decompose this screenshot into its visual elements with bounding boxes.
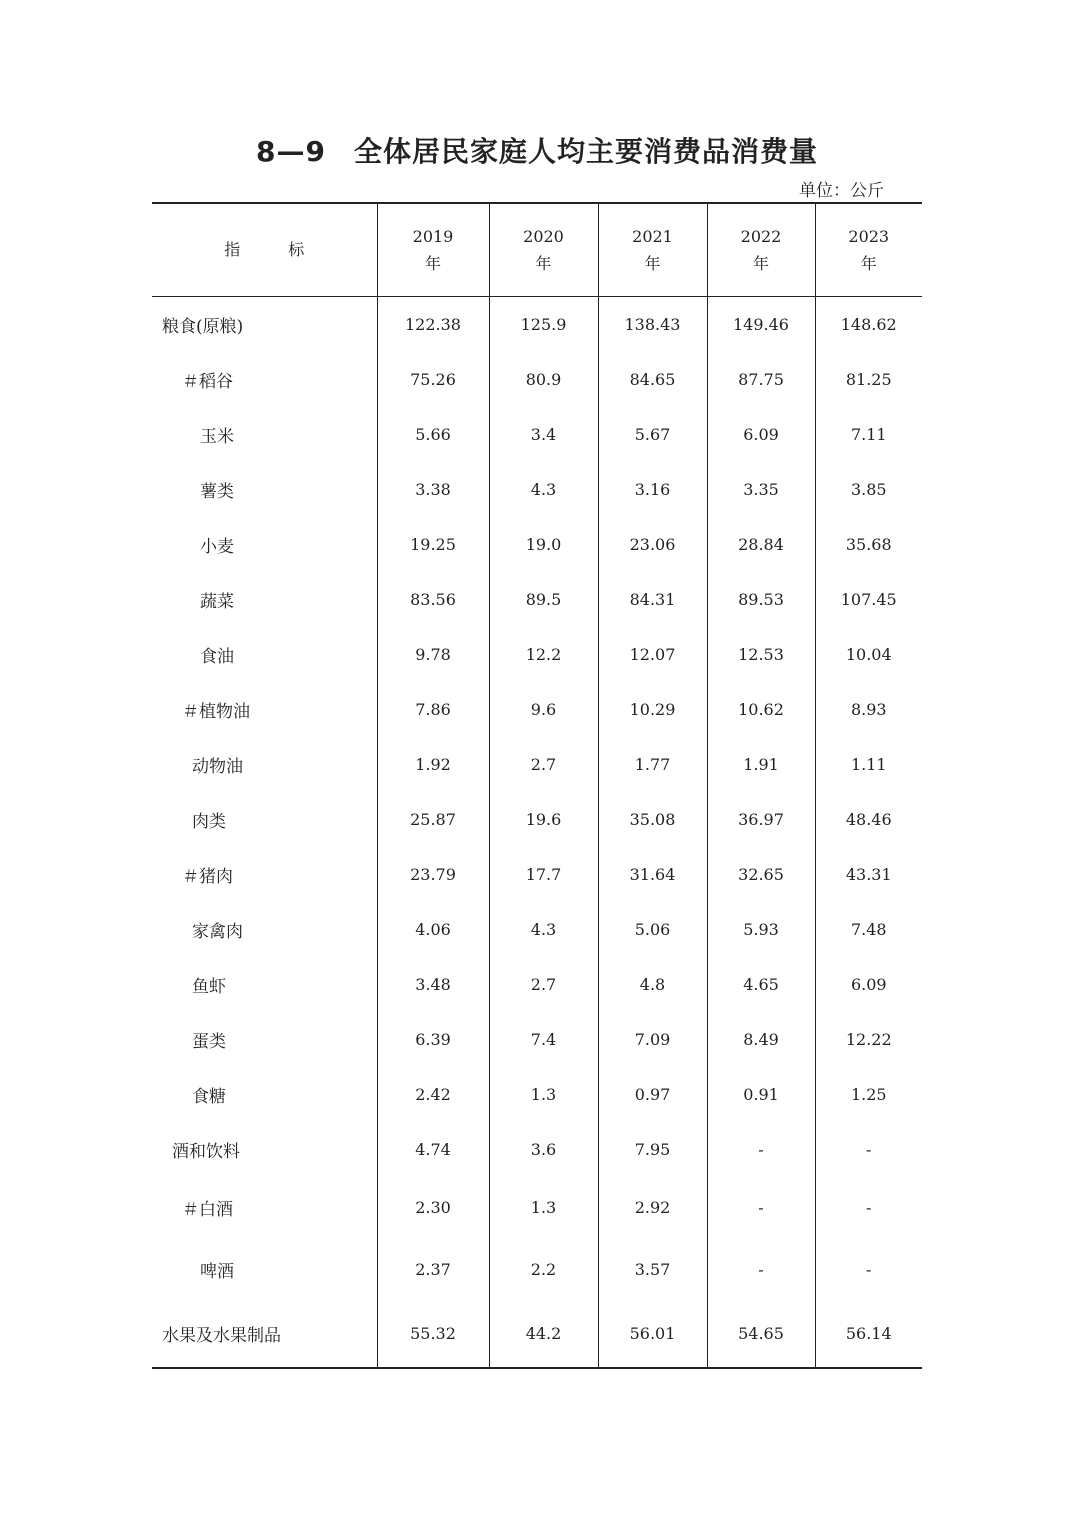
table-cell: 84.65 <box>598 352 707 407</box>
table-cell: 56.14 <box>815 1301 922 1368</box>
row-label: 酒和饮料 <box>172 1141 240 1162</box>
table-cell: 3.57 <box>598 1239 707 1301</box>
table-row <box>152 682 922 737</box>
table-cell: 23.79 <box>377 847 489 902</box>
table-row <box>152 847 922 902</box>
table-cell: 54.65 <box>707 1301 815 1368</box>
table-cell: 12.07 <box>598 627 707 682</box>
table-cell: 7.11 <box>815 407 922 462</box>
table-cell: 5.93 <box>707 902 815 957</box>
table-cell: 4.8 <box>598 957 707 1012</box>
table-cell: 4.3 <box>489 462 598 517</box>
table-cell: 8.93 <box>815 682 922 737</box>
table-cell: 4.74 <box>377 1122 489 1177</box>
table-cell: 10.62 <box>707 682 815 737</box>
table-cell: 7.95 <box>598 1122 707 1177</box>
header-year-2022: 2022 年 <box>707 203 815 296</box>
row-label: 粮食(原粮) <box>162 316 244 337</box>
table-row <box>152 792 922 847</box>
row-label: ＃植物油 <box>182 701 250 722</box>
table-cell: 44.2 <box>489 1301 598 1368</box>
table-cell: 56.01 <box>598 1301 707 1368</box>
table-cell: 6.09 <box>815 957 922 1012</box>
table-row <box>152 296 922 352</box>
table-cell: 48.46 <box>815 792 922 847</box>
table-cell: 3.35 <box>707 462 815 517</box>
table-cell: 84.31 <box>598 572 707 627</box>
table-cell: 1.3 <box>489 1177 598 1239</box>
header-year-2023: 2023 年 <box>815 203 922 296</box>
page-title <box>0 130 1074 170</box>
row-label: 玉米 <box>200 426 234 447</box>
table-cell: 3.48 <box>377 957 489 1012</box>
row-label: 蔬菜 <box>200 591 234 612</box>
table-cell: 75.26 <box>377 352 489 407</box>
table-cell: 36.97 <box>707 792 815 847</box>
table-cell: 6.39 <box>377 1012 489 1067</box>
table-cell: - <box>815 1122 922 1177</box>
table-cell: 89.5 <box>489 572 598 627</box>
row-label: 动物油 <box>192 756 243 777</box>
table-cell: 5.67 <box>598 407 707 462</box>
table-row <box>152 1067 922 1122</box>
table-cell: 2.92 <box>598 1177 707 1239</box>
table-cell: 55.32 <box>377 1301 489 1368</box>
table-cell: 7.86 <box>377 682 489 737</box>
table-cell: 7.09 <box>598 1012 707 1067</box>
table-cell: 32.65 <box>707 847 815 902</box>
table-cell: 81.25 <box>815 352 922 407</box>
table-cell: 4.06 <box>377 902 489 957</box>
table-cell: 0.91 <box>707 1067 815 1122</box>
table-cell: 2.37 <box>377 1239 489 1301</box>
table-cell: 19.6 <box>489 792 598 847</box>
table-cell: 35.08 <box>598 792 707 847</box>
table-cell: 1.91 <box>707 737 815 792</box>
table-cell: 0.97 <box>598 1067 707 1122</box>
table-row <box>152 737 922 792</box>
table-row <box>152 957 922 1012</box>
row-label: 薯类 <box>200 481 234 502</box>
table-cell: 12.53 <box>707 627 815 682</box>
unit-label: 单位：公斤 <box>799 181 884 201</box>
row-label: ＃猪肉 <box>182 866 233 887</box>
row-label: 小麦 <box>200 536 234 557</box>
table-cell: 10.04 <box>815 627 922 682</box>
table-cell: 1.25 <box>815 1067 922 1122</box>
table-cell: 5.66 <box>377 407 489 462</box>
table-cell: 3.6 <box>489 1122 598 1177</box>
header-year-2019: 2019 年 <box>377 203 489 296</box>
table-row <box>152 462 922 517</box>
table-row <box>152 1177 922 1239</box>
table-cell: 17.7 <box>489 847 598 902</box>
table-cell: 2.7 <box>489 957 598 1012</box>
table-cell: 12.22 <box>815 1012 922 1067</box>
table-cell: 5.06 <box>598 902 707 957</box>
table-cell: 25.87 <box>377 792 489 847</box>
row-label: 食糖 <box>192 1086 226 1107</box>
table-cell: 1.77 <box>598 737 707 792</box>
table-cell: 1.92 <box>377 737 489 792</box>
consumption-table <box>152 202 922 1369</box>
table-cell: - <box>707 1122 815 1177</box>
table-cell: 3.85 <box>815 462 922 517</box>
table-cell: 4.65 <box>707 957 815 1012</box>
table-cell: 3.4 <box>489 407 598 462</box>
table-row <box>152 902 922 957</box>
table-cell: 149.46 <box>707 296 815 352</box>
table-cell: 1.11 <box>815 737 922 792</box>
table-cell: 4.3 <box>489 902 598 957</box>
table-cell: 1.3 <box>489 1067 598 1122</box>
table-cell: 125.9 <box>489 296 598 352</box>
table-cell: 19.0 <box>489 517 598 572</box>
table-cell: - <box>707 1239 815 1301</box>
row-label: 鱼虾 <box>192 976 226 997</box>
row-label: 肉类 <box>192 811 226 832</box>
table-cell: 87.75 <box>707 352 815 407</box>
table-row <box>152 1012 922 1067</box>
table-cell: 28.84 <box>707 517 815 572</box>
table-cell: 43.31 <box>815 847 922 902</box>
table-cell: 89.53 <box>707 572 815 627</box>
table-cell: 107.45 <box>815 572 922 627</box>
table-cell: 35.68 <box>815 517 922 572</box>
table-cell: 7.4 <box>489 1012 598 1067</box>
table-row <box>152 1239 922 1301</box>
table-cell: 8.49 <box>707 1012 815 1067</box>
table-cell: 12.2 <box>489 627 598 682</box>
table-cell: - <box>707 1177 815 1239</box>
table-row <box>152 407 922 462</box>
table-cell: 3.38 <box>377 462 489 517</box>
table-cell: - <box>815 1239 922 1301</box>
row-label: 家禽肉 <box>192 921 243 942</box>
table-cell: 122.38 <box>377 296 489 352</box>
row-label: ＃稻谷 <box>182 371 233 392</box>
table-cell: 10.29 <box>598 682 707 737</box>
table-title-text: 全体居民家庭人均主要消费品消费量 <box>353 135 818 168</box>
table-cell: - <box>815 1177 922 1239</box>
table-cell: 23.06 <box>598 517 707 572</box>
table-cell: 148.62 <box>815 296 922 352</box>
table-cell: 2.30 <box>377 1177 489 1239</box>
table-cell: 9.6 <box>489 682 598 737</box>
table-cell: 19.25 <box>377 517 489 572</box>
table-cell: 2.2 <box>489 1239 598 1301</box>
row-label: 食油 <box>200 646 234 667</box>
table-cell: 6.09 <box>707 407 815 462</box>
header-row <box>152 203 922 296</box>
header-year-2020: 2020 年 <box>489 203 598 296</box>
table-row <box>152 1301 922 1368</box>
table-row <box>152 352 922 407</box>
row-label: 水果及水果制品 <box>152 1301 377 1368</box>
header-year-2021: 2021 年 <box>598 203 707 296</box>
table-cell: 138.43 <box>598 296 707 352</box>
table-cell: 3.16 <box>598 462 707 517</box>
table-row <box>152 572 922 627</box>
table-cell: 83.56 <box>377 572 489 627</box>
row-label: 啤酒 <box>200 1262 234 1282</box>
table-cell: 9.78 <box>377 627 489 682</box>
table-cell: 31.64 <box>598 847 707 902</box>
row-label: 蛋类 <box>192 1031 226 1052</box>
table-row <box>152 627 922 682</box>
table-cell: 2.42 <box>377 1067 489 1122</box>
table-number: 8—9 <box>256 135 326 168</box>
table-cell: 7.48 <box>815 902 922 957</box>
table-cell: 80.9 <box>489 352 598 407</box>
table-row <box>152 1122 922 1177</box>
header-indicator: 指 标 <box>152 203 377 296</box>
table-cell: 2.7 <box>489 737 598 792</box>
row-label: ＃白酒 <box>182 1200 233 1220</box>
table-row <box>152 517 922 572</box>
